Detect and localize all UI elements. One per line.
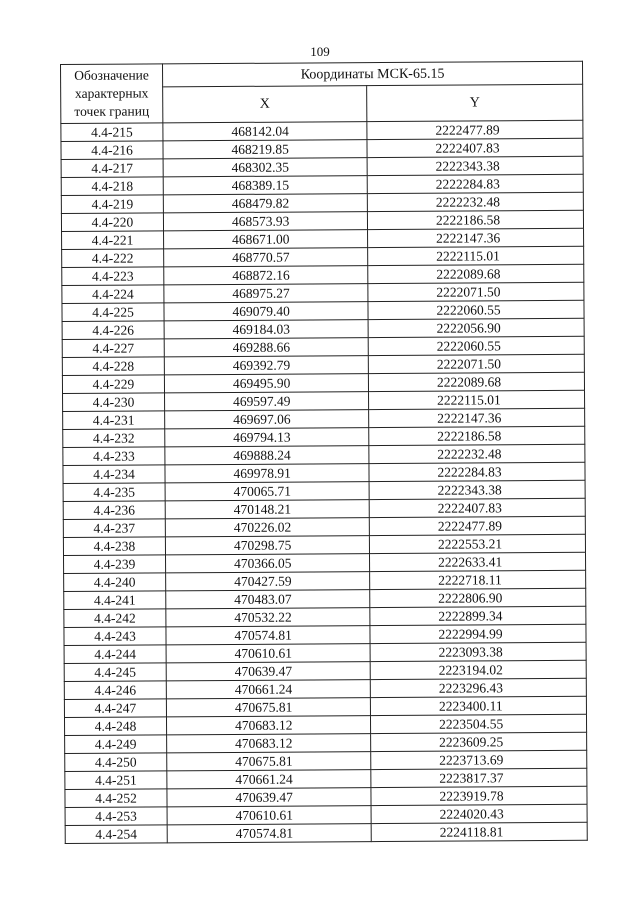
y-coordinate-cell: 2222089.68 [368,372,584,391]
x-coordinate-cell: 469697.06 [165,410,369,429]
point-id-cell: 4.4-239 [64,555,166,574]
y-coordinate-cell: 2222186.58 [367,210,583,229]
y-coordinate-cell: 2222899.34 [370,606,586,625]
y-coordinate-cell: 2222407.83 [369,498,585,517]
y-coordinate-cell: 2222115.01 [369,390,585,409]
x-coordinate-cell: 468671.00 [164,230,368,249]
point-id-cell: 4.4-249 [65,735,167,754]
point-id-cell: 4.4-219 [61,195,163,214]
point-id-cell: 4.4-224 [62,285,164,304]
y-coordinate-cell: 2223400.11 [370,696,586,715]
x-coordinate-cell: 470574.81 [166,626,370,645]
x-coordinate-cell: 469597.49 [165,392,369,411]
x-coordinate-cell: 469184.03 [164,320,368,339]
y-coordinate-cell: 2222071.50 [368,354,584,373]
x-coordinate-cell: 468770.57 [164,248,368,267]
y-coordinate-cell: 2224118.81 [371,822,587,841]
y-coordinate-cell: 2223194.02 [370,660,586,679]
x-coordinate-cell: 469392.79 [164,356,368,375]
point-id-cell: 4.4-236 [63,501,165,520]
x-coordinate-cell: 468479.82 [163,194,367,213]
x-coordinate-cell: 468302.35 [163,158,367,177]
y-coordinate-cell: 2222553.21 [369,534,585,553]
y-coordinate-cell: 2222284.83 [369,462,585,481]
point-id-cell: 4.4-220 [61,213,163,232]
x-coordinate-cell: 470574.81 [167,824,371,843]
point-id-cell: 4.4-250 [65,753,167,772]
y-coordinate-cell: 2222060.55 [368,336,584,355]
point-id-cell: 4.4-223 [62,267,164,286]
y-coordinate-cell: 2222718.11 [370,570,586,589]
y-coordinate-cell: 2222115.01 [368,246,584,265]
point-id-cell: 4.4-244 [64,645,166,664]
point-id-cell: 4.4-238 [63,537,165,556]
y-coordinate-cell: 2223504.55 [370,714,586,733]
y-coordinate-cell: 2222060.55 [368,300,584,319]
x-coordinate-cell: 470683.12 [166,716,370,735]
x-coordinate-cell: 470610.61 [167,806,371,825]
point-id-cell: 4.4-228 [62,357,164,376]
x-coordinate-cell: 470532.22 [166,608,370,627]
y-coordinate-cell: 2223713.69 [371,750,587,769]
x-coordinate-cell: 469288.66 [164,338,368,357]
point-id-cell: 4.4-217 [61,159,163,178]
y-coordinate-cell: 2223609.25 [371,732,587,751]
y-coordinate-cell: 2223817.37 [371,768,587,787]
y-coordinate-cell: 2222994.99 [370,624,586,643]
x-coordinate-cell: 470639.47 [167,788,371,807]
y-coordinate-cell: 2222477.89 [367,120,583,139]
coordinates-table-container [60,61,587,844]
x-header: X [163,86,367,123]
x-coordinate-cell: 469888.24 [165,446,369,465]
y-coordinate-cell: 2222056.90 [368,318,584,337]
x-coordinate-cell: 468389.15 [163,176,367,195]
designation-header: Обозначение характерных точек границ [61,64,163,124]
point-id-cell: 4.4-231 [63,411,165,430]
y-coordinate-cell: 2222343.38 [369,480,585,499]
x-coordinate-cell: 470661.24 [166,680,370,699]
point-id-cell: 4.4-254 [65,825,167,844]
y-coordinate-cell: 2222147.36 [369,408,585,427]
point-id-cell: 4.4-245 [64,663,166,682]
x-coordinate-cell: 470366.05 [166,554,370,573]
y-coordinate-cell: 2222477.89 [369,516,585,535]
point-id-cell: 4.4-237 [63,519,165,538]
x-coordinate-cell: 468872.16 [164,266,368,285]
point-id-cell: 4.4-234 [63,465,165,484]
y-coordinate-cell: 2222343.38 [367,156,583,175]
x-coordinate-cell: 468142.04 [163,122,367,141]
point-id-cell: 4.4-252 [65,789,167,808]
point-id-cell: 4.4-235 [63,483,165,502]
x-coordinate-cell: 470065.71 [165,482,369,501]
x-coordinate-cell: 470226.02 [165,518,369,537]
y-coordinate-cell: 2222284.83 [367,174,583,193]
y-coordinate-cell: 2222232.48 [367,192,583,211]
point-id-cell: 4.4-242 [64,609,166,628]
point-id-cell: 4.4-243 [64,627,166,646]
y-coordinate-cell: 2222147.36 [368,228,584,247]
x-coordinate-cell: 470148.21 [165,500,369,519]
x-coordinate-cell: 470483.07 [166,590,370,609]
coordinates-table [60,61,588,844]
point-id-cell: 4.4-246 [64,681,166,700]
point-id-cell: 4.4-229 [62,375,164,394]
point-id-cell: 4.4-241 [64,591,166,610]
page-number: 109 [310,44,330,59]
point-id-cell: 4.4-215 [61,123,163,142]
x-coordinate-cell: 469495.90 [164,374,368,393]
table-body [61,120,587,843]
x-coordinate-cell: 470683.12 [167,734,371,753]
point-id-cell: 4.4-230 [63,393,165,412]
coordinates-header: Координаты МСК-65.15 [163,61,583,87]
y-coordinate-cell: 2223919.78 [371,786,587,805]
y-coordinate-cell: 2222633.41 [369,552,585,571]
point-id-cell: 4.4-221 [62,231,164,250]
point-id-cell: 4.4-232 [63,429,165,448]
x-coordinate-cell: 470639.47 [166,662,370,681]
point-id-cell: 4.4-216 [61,141,163,160]
x-coordinate-cell: 470298.75 [165,536,369,555]
point-id-cell: 4.4-227 [62,339,164,358]
x-coordinate-cell: 468975.27 [164,284,368,303]
point-id-cell: 4.4-247 [64,699,166,718]
x-coordinate-cell: 469794.13 [165,428,369,447]
y-coordinate-cell: 2222407.83 [367,138,583,157]
x-coordinate-cell: 469079.40 [164,302,368,321]
point-id-cell: 4.4-222 [62,249,164,268]
y-coordinate-cell: 2222806.90 [370,588,586,607]
y-coordinate-cell: 2223093.38 [370,642,586,661]
x-coordinate-cell: 470661.24 [167,770,371,789]
point-id-cell: 4.4-226 [62,321,164,340]
table-row [65,822,587,843]
y-coordinate-cell: 2223296.43 [370,678,586,697]
y-coordinate-cell: 2224020.43 [371,804,587,823]
x-coordinate-cell: 468219.85 [163,140,367,159]
y-coordinate-cell: 2222089.68 [368,264,584,283]
point-id-cell: 4.4-248 [64,717,166,736]
x-coordinate-cell: 470675.81 [167,752,371,771]
y-coordinate-cell: 2222071.50 [368,282,584,301]
point-id-cell: 4.4-251 [65,771,167,790]
x-coordinate-cell: 470610.61 [166,644,370,663]
x-coordinate-cell: 470675.81 [166,698,370,717]
point-id-cell: 4.4-225 [62,303,164,322]
y-coordinate-cell: 2222186.58 [369,426,585,445]
x-coordinate-cell: 469978.91 [165,464,369,483]
point-id-cell: 4.4-218 [61,177,163,196]
x-coordinate-cell: 468573.93 [163,212,367,231]
y-coordinate-cell: 2222232.48 [369,444,585,463]
x-coordinate-cell: 470427.59 [166,572,370,591]
point-id-cell: 4.4-240 [64,573,166,592]
y-header: Y [367,84,583,121]
point-id-cell: 4.4-233 [63,447,165,466]
point-id-cell: 4.4-253 [65,807,167,826]
